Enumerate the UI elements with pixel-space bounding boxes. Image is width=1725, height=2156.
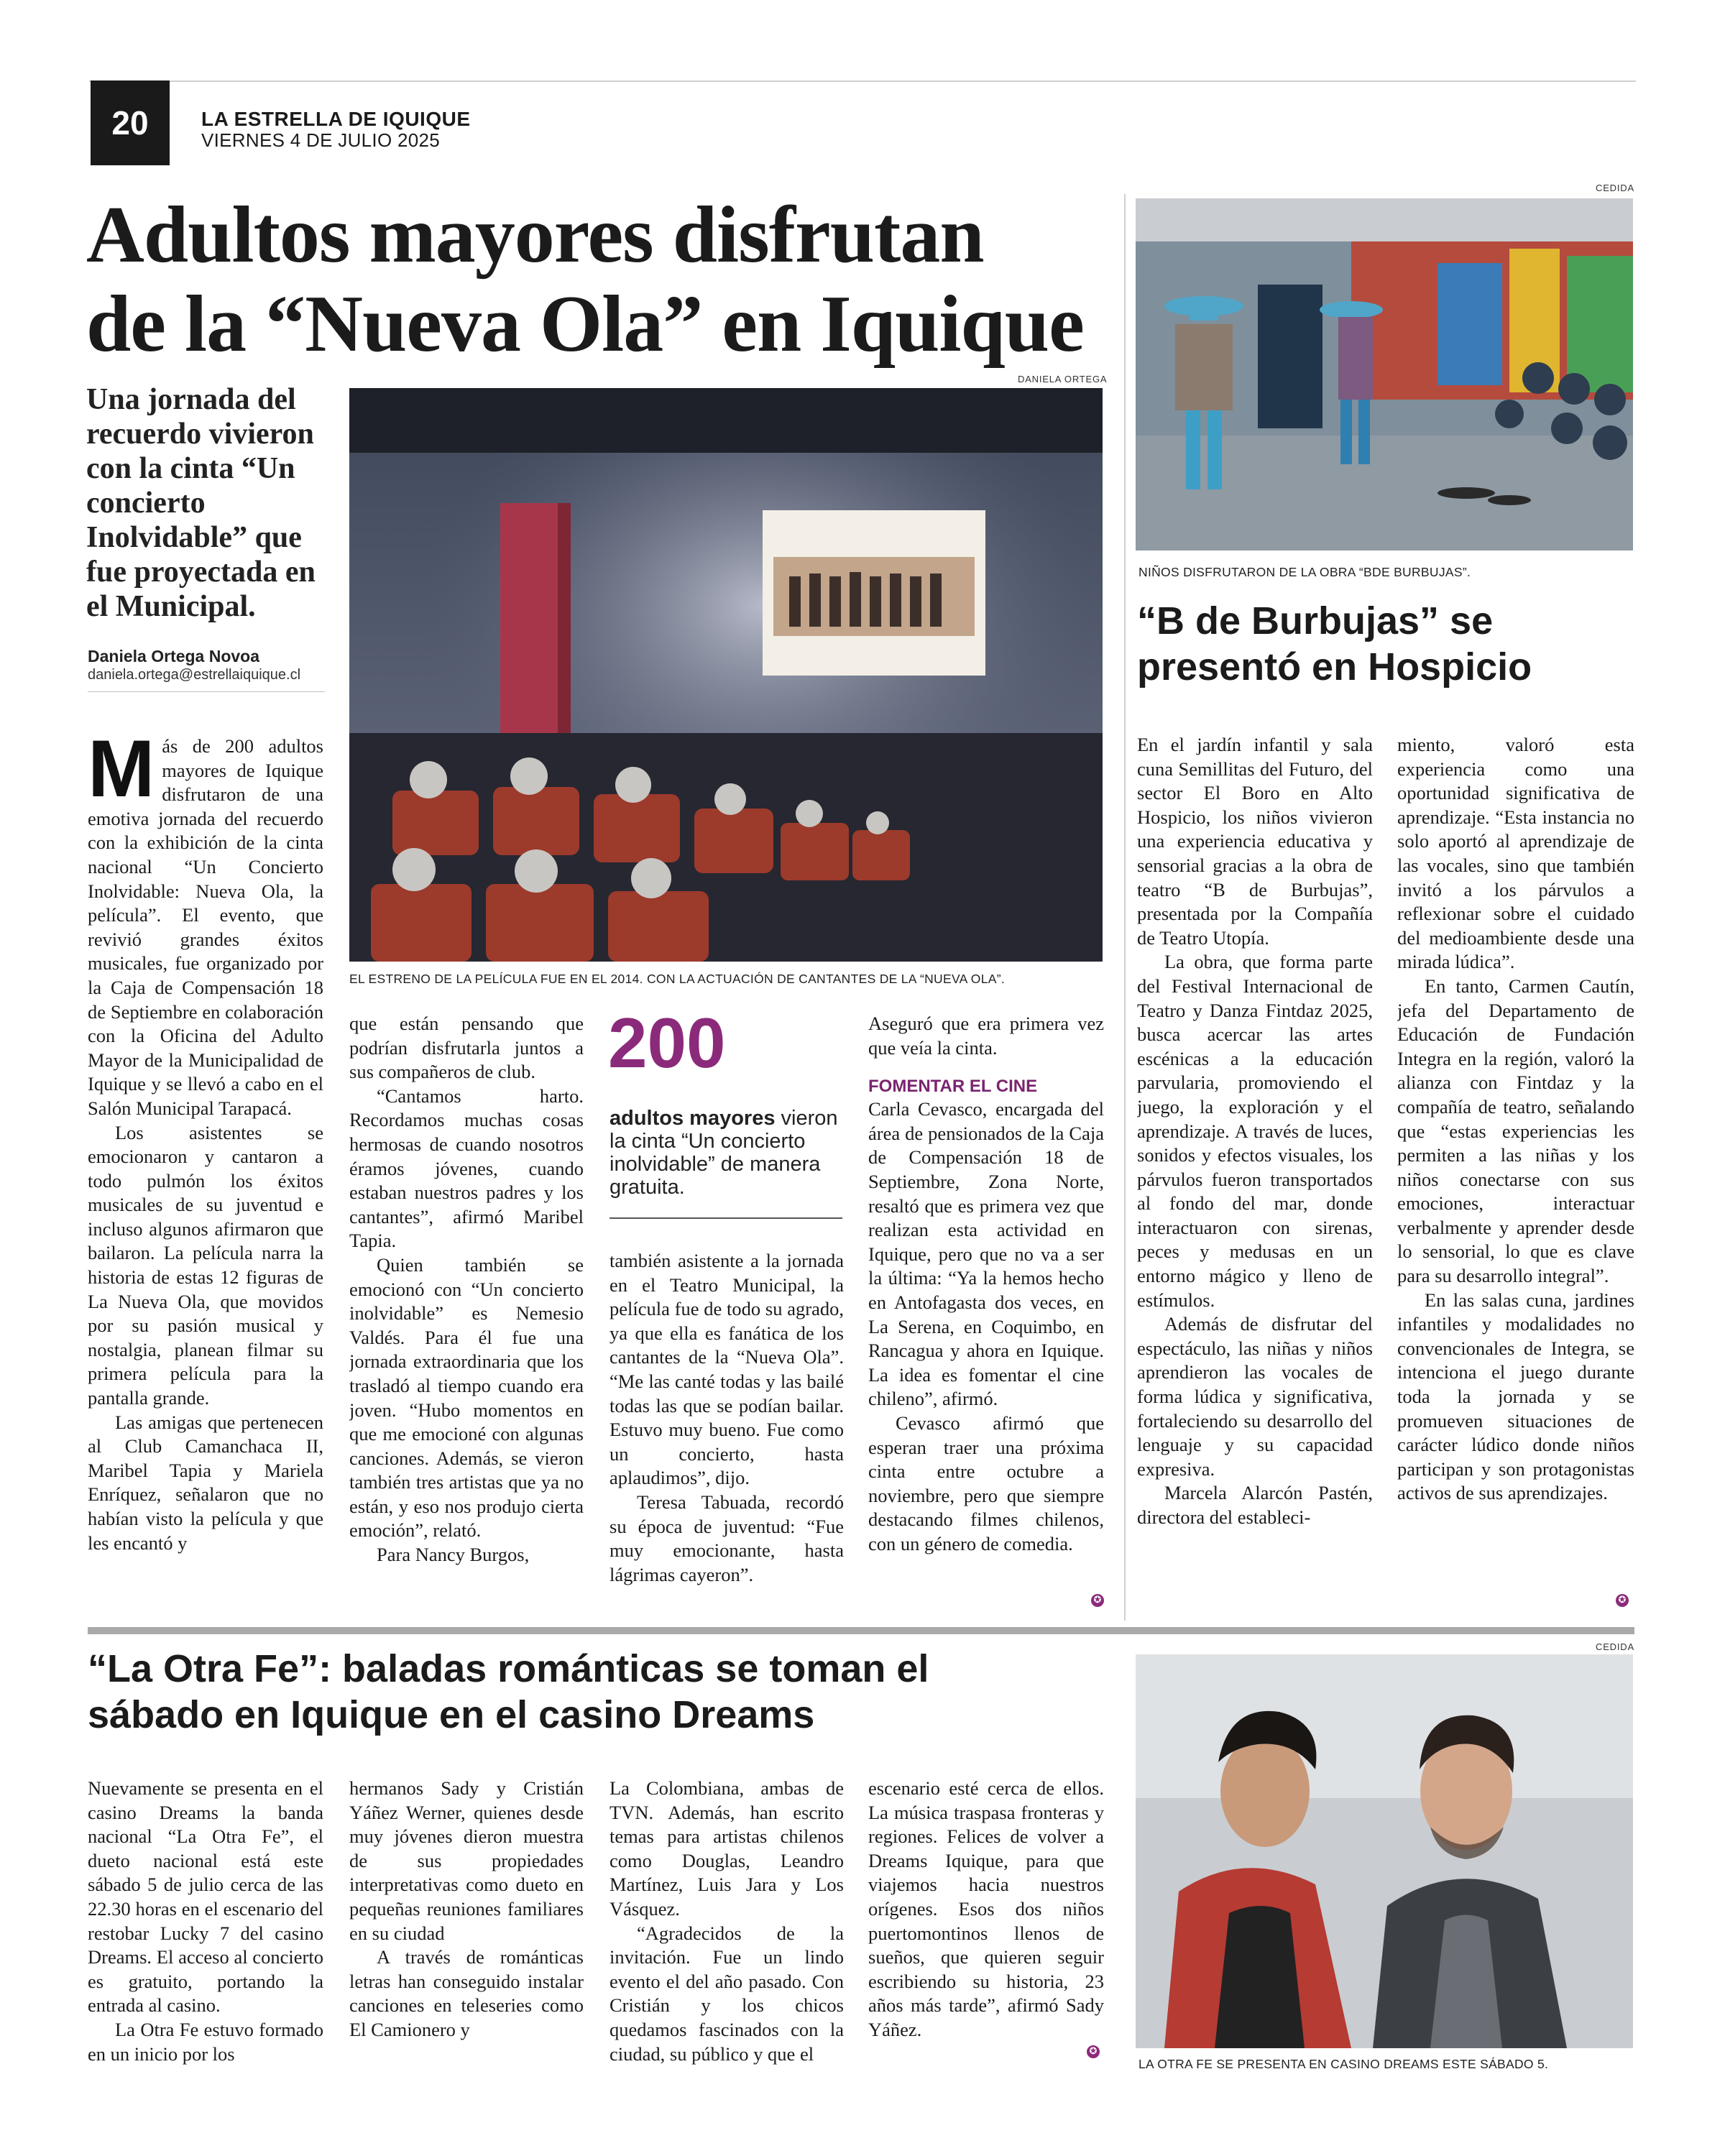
- main-col-2: [349, 1012, 584, 1627]
- bubbles-play-illustration: [1136, 198, 1633, 550]
- main-col4-p1: Aseguró que era primera vez que veía la cinta.: [868, 1013, 1104, 1059]
- bottom-photo-caption: LA OTRA FE SE PRESENTA EN CASINO DREAMS ESTE SÁBADO 5.: [1138, 2057, 1549, 2071]
- bottom-col-2: [349, 1777, 584, 2071]
- page-number: 20: [91, 80, 170, 165]
- side-headline: [1137, 598, 1640, 690]
- side-photo-credit: CEDIDA: [1596, 183, 1634, 193]
- main-col1-p2: Los asistentes se emocionaron y cantaron a todo pulmón los éxitos musicales de su juventud e incluso algunos afirmaron que bailaron. La película narra la historia de estas 12 figuras de La Nueva Ola, que movidos por su pasión musical y nostalgia, planean filmar su primera película para la pantalla grande.: [88, 1121, 323, 1409]
- bottom-col4-p1: escenario esté cerca de ellos. La música traspasa fronteras y regiones. Felices de volver a Dreams Iquique, para que viajemos hacia nuestros orígenes. Esos dos niños puertomontinos llenos de sueños, que quieren seguir escribiendo su historia, 23 años más tarde”, afirmó Sady Yáñez.: [868, 1777, 1104, 2040]
- byline-email: daniela.ortega@estrellaiquique.cl: [88, 667, 301, 683]
- side-end-mark: ✪: [1616, 1594, 1629, 1607]
- bottom-headline-line2: sábado en Iquique en el casino Dreams: [88, 1693, 815, 1736]
- side-colB-p1: miento, valoró esta experiencia como una oportunidad significativa de aprendizaje. “Esta instancia no solo aportó al aprendizaje de las vocales, sino que también invitó a los párvulos a reflexionar sobre el cuidado del medioambiente desde una mirada lúdica”.: [1397, 734, 1634, 973]
- side-col-b: [1397, 733, 1634, 1630]
- section-separator: [88, 1627, 1634, 1634]
- main-col2-p3: Quien también se emocionó con “Un concierto inolvidable” es Nemesio Valdés. Para él fue una jornada extraordinaria que los trasladó al tiempo cuando era joven. “Hubo momentos en que me emocioné con algunas canciones. Además, se vieron también tres artistas que ya no están, y eso nos produjo cierta emoción”, relató.: [349, 1253, 584, 1542]
- main-headline-line1: Adultos mayores disfrutan: [86, 190, 984, 280]
- side-headline-line2: presentó en Hospicio: [1137, 645, 1532, 688]
- main-photo-caption: EL ESTRENO DE LA PELÍCULA FUE EN EL 2014. CON LA ACTUACIÓN DE CANTANTES DE LA “NUEVA OLA”.: [349, 972, 1005, 986]
- dropcap: M: [88, 734, 155, 814]
- bottom-col-3: [610, 1777, 844, 2071]
- side-photo: [1136, 198, 1633, 550]
- bottom-col3-p2: “Agradecidos de la invitación. Fue un lindo evento el del año pasado. Con Cristián y los chicos quedamos fascinados con la ciudad, su público y que el: [610, 1922, 844, 2065]
- bottom-end-mark: ✪: [1087, 2045, 1100, 2058]
- main-end-mark: ✪: [1091, 1594, 1104, 1607]
- stat-text: [610, 1107, 847, 1199]
- main-headline: [86, 190, 1128, 369]
- main-col3-p2: Teresa Tabuada, recordó su época de juventud: “Fue muy emocionante, hasta lágrimas cayeron”.: [610, 1491, 844, 1585]
- side-colA-p2: La obra, que forma parte del Festival Internacional de Teatro y Danza Fintdaz 2025, busca acercar las artes escénicas a la educación parvularia, promoviendo el juego, la exploración y el aprendizaje. A través de luces, sonidos y efectos visuales, los párvulos fueron transportados al fondo del mar, donde interactuaron con sirenas, peces y medusas en un entorno mágico y lleno de estímulos.: [1137, 951, 1373, 1311]
- fomentar-subhead: FOMENTAR EL CINE: [868, 1077, 1038, 1097]
- main-col4-p2: Carla Cevasco, encargada del área de pensionados de la Caja de Compensación 18 de Septiembre, Zona Norte, resaltó que es primera vez que realizan esta actividad en Iquique, pero que no va a ser la última: “Ya la hemos hecho en Antofagasta dos veces, en La Serena, en Coquimbo, en Rancagua y ahora en Iquique. La idea es fomentar el cine chileno”, afirmó.: [868, 1098, 1104, 1410]
- side-colA-p3: Además de disfrutar del espectáculo, las niñas y niños aprendieron las vocales de forma lúdica y significativa, fortaleciendo su desarrollo del lenguaje y su capacidad expresiva.: [1137, 1313, 1373, 1480]
- main-col1-p1: ás de 200 adultos mayores de Iquique disfrutaron de una emotiva jornada del recuerdo con la exhibición de la cinta nacional “Un Concierto Inolvidable: Nueva Ola, la película”. El evento, que revivió grandes éxitos musicales, fue organizado por la Caja de Compensación 18 de Septiembre en colaboración con la Oficina del Adulto Mayor de la Municipalidad de Iquique y se llevó a cabo en el Salón Municipal Tarapacá.: [88, 735, 323, 1119]
- bottom-col2-p1: hermanos Sady y Cristián Yáñez Werner, quienes desde muy jóvenes dieron muestra de sus propiedades interpretativas como dueto en pequeñas reuniones familiares en su ciudad: [349, 1777, 584, 1944]
- header-top-rule: [89, 80, 1636, 82]
- main-deck: Una jornada del recuerdo vivieron con la cinta “Un concierto Inolvidable” que fue proyectada en el Municipal.: [86, 383, 316, 623]
- main-headline-line2: de la “Nueva Ola” en Iquique: [86, 280, 1084, 369]
- bottom-col1-p2: La Otra Fe estuvo formado en un inicio por los: [88, 2018, 323, 2065]
- main-col3-p1: también asistente a la jornada en el Teatro Municipal, la película fue de todo su agrado, ya que ella es fanática de los cantantes de la “Nueva Ola”. “Me las canté todas y las bailé todas las que se podían bailar. Estuvo muy bueno. Fue como un concierto, hasta aplaudimos”, dijo.: [610, 1250, 844, 1489]
- bottom-col-1: [88, 1777, 323, 2071]
- bottom-col-4: [868, 1777, 1104, 2071]
- main-col2-p1: que están pensando que podrían disfrutarla juntos a sus compañeros de club.: [349, 1013, 584, 1083]
- bottom-col3-p1: La Colombiana, ambas de TVN. Además, han escrito temas para artistas chilenos como Douglas, Leandro Martínez, Luis Jara y Los Vásquez.: [610, 1777, 844, 1920]
- main-col-3: [610, 1249, 844, 1630]
- paper-name: LA ESTRELLA DE IQUIQUE: [201, 108, 471, 130]
- main-col1-p3: Las amigas que pertenecen al Club Camanchaca II, Maribel Tapia y Mariela Enríquez, señalaron que no habían visto la película y que les encantó y: [88, 1411, 323, 1554]
- bottom-col2-p2: A través de románticas letras han conseguido instalar canciones en teleseries como El Camionero y: [349, 1946, 584, 2040]
- bottom-col1-p1: Nuevamente se presenta en el casino Dreams la banda nacional “La Otra Fe”, el dueto nacional está este sábado 5 de julio cerca de las 22.30 horas en el escenario del restobar Lucky 7 del casino Dreams. El acceso al concierto es gratuito, portando la entrada al casino.: [88, 1777, 323, 2017]
- side-colB-p3: En las salas cuna, jardines infantiles y modalidades no convencionales de Integra, se intenciona el juego durante toda la jornada y se promueven situaciones de carácter lúdico donde niños participan y son protagonistas activos de sus aprendizajes.: [1397, 1289, 1634, 1504]
- page-header: [0, 0, 1725, 172]
- bottom-photo: [1136, 1654, 1633, 2048]
- main-col2-p4: Para Nancy Burgos,: [377, 1544, 530, 1566]
- edition-date: VIERNES 4 DE JULIO 2025: [201, 129, 441, 151]
- main-col4-p3: Cevasco afirmó que esperan traer una próxima cinta entre octubre a noviembre, pero que siempre destacando filmes chilenos, con un género de comedia.: [868, 1411, 1104, 1554]
- side-colA-p1: En el jardín infantil y sala cuna Semillitas del Futuro, del sector El Boro en Alto Hospicio, los niños vivieron una experiencia educativa y sensorial gracias a la obra de teatro “B de Burbujas”, presentada por la Compañía de Teatro Utopía.: [1137, 734, 1373, 949]
- side-headline-line1: “B de Burbujas” se: [1137, 599, 1494, 642]
- theater-scene-illustration: [349, 388, 1103, 962]
- main-photo: [349, 388, 1103, 962]
- side-col-a: [1137, 733, 1373, 1630]
- bottom-headline-line1: “La Otra Fe”: baladas románticas se toman el: [88, 1647, 929, 1690]
- stat-rest: vieron la cinta “Un concierto inolvidable” de manera gratuita.: [610, 1107, 838, 1199]
- main-col-1: [88, 734, 323, 1627]
- side-photo-caption: NIÑOS DISFRUTARON DE LA OBRA “BDE BURBUJAS”.: [1138, 565, 1471, 579]
- side-colB-p2: En tanto, Carmen Cautín, jefa del Departamento de Educación de Fundación Integra en la región, valoró la alianza con Fintdaz y la compañía de teatro, señalando que “estas experiencias les permiten a las niñas y los niños conectarse con sus emociones, interactuar verbalmente y aprender desde lo sensorial, lo que es clave para su desarrollo integral”.: [1397, 975, 1634, 1287]
- bottom-photo-credit: CEDIDA: [1596, 1641, 1634, 1652]
- stat-rule: [610, 1217, 842, 1219]
- main-col-4: [868, 1012, 1104, 1630]
- stat-number: 200: [608, 1003, 726, 1082]
- main-col2-p2: “Cantamos harto. Recordamos muchas cosas hermosas de cuando nosotros éramos jóvenes, cuando estaban nuestros padres y los cantantes”, afirmó Maribel Tapia.: [349, 1084, 584, 1252]
- side-colA-p4: Marcela Alarcón Pastén, directora del estableci-: [1137, 1482, 1373, 1528]
- byline-name: Daniela Ortega Novoa: [88, 647, 260, 665]
- byline-rule: [88, 691, 325, 692]
- band-portrait-illustration: [1136, 1654, 1633, 2048]
- column-divider: [1124, 194, 1126, 1621]
- bottom-headline: [88, 1646, 1130, 1738]
- stat-bold: adultos mayores: [610, 1107, 776, 1130]
- main-photo-credit: DANIELA ORTEGA: [1018, 374, 1108, 384]
